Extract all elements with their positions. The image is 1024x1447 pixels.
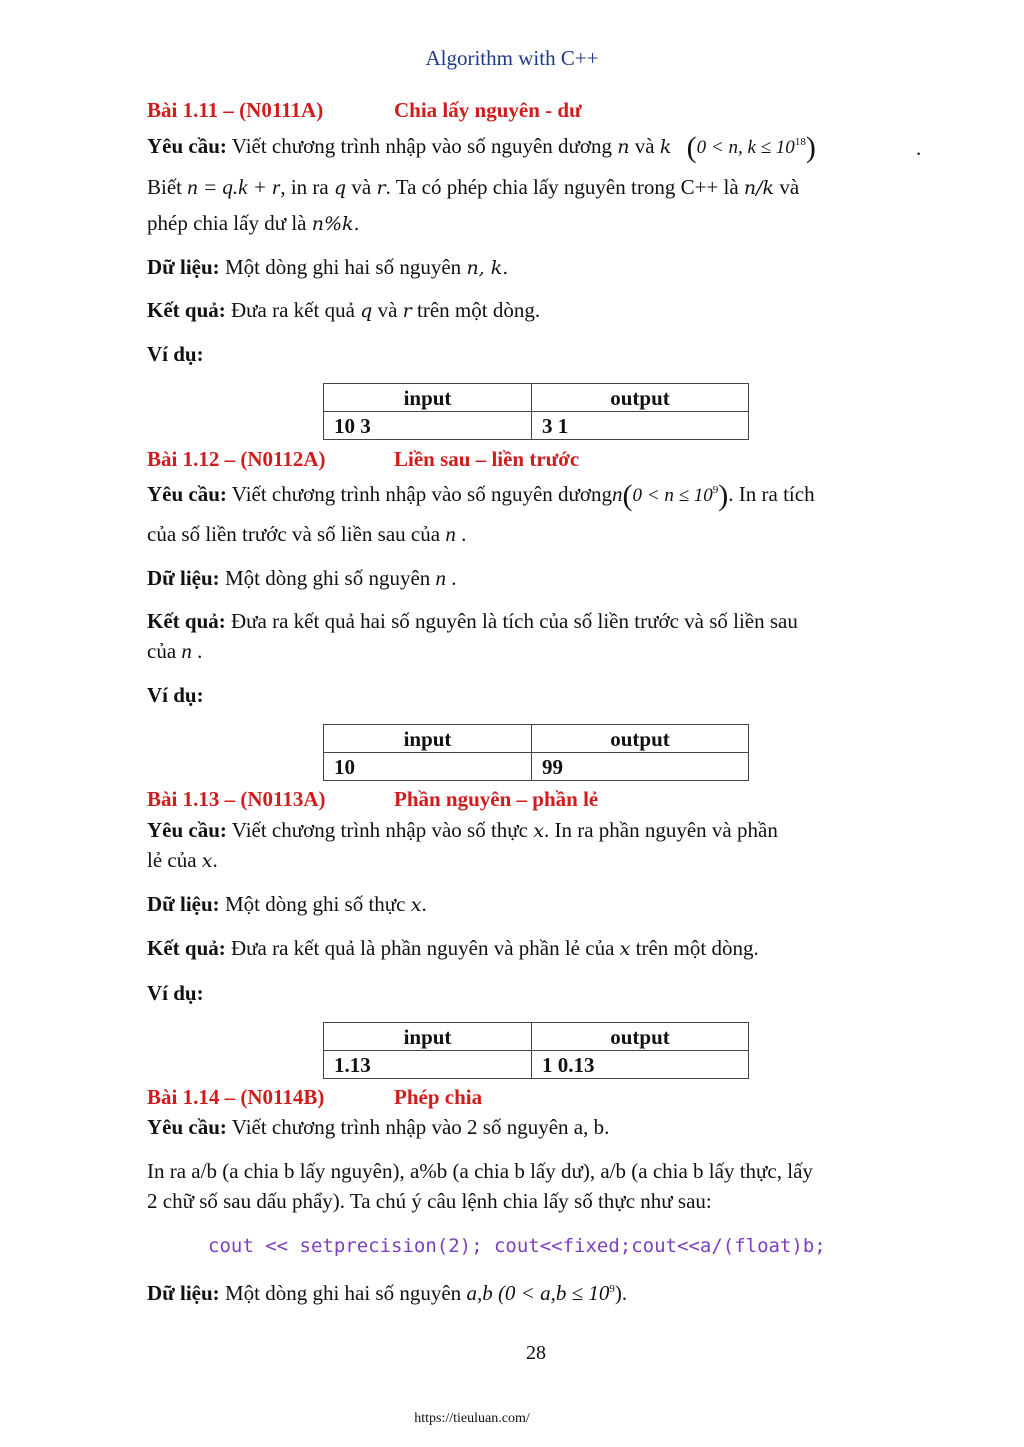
exercise-1-11-output-spec: Kết quả: Đưa ra kết quả q và r trên một dòng. [147,298,541,322]
table-header-output: output [532,1023,749,1051]
label-input: Dữ liệu: [147,566,220,590]
table-header-input: input [324,1023,532,1051]
label-requirement: Yêu cầu: [147,1115,227,1139]
exercise-1-14-heading [147,1085,483,1110]
exercise-title: Liền sau – liền trước [394,447,580,471]
constraint: 0 < n ≤ 10 [632,485,713,506]
exercise-1-12-input-spec: Dữ liệu: Một dòng ghi số nguyên n . [147,566,457,590]
exercise-title: Phần nguyên – phần lẻ [394,787,599,811]
code-snippet: cout << setprecision(2); cout<<fixed;cout<<a/(float)b; [208,1235,826,1257]
label-example: Ví dụ: [147,342,204,366]
exercise-1-12-heading [147,447,580,472]
label-requirement: Yêu cầu: [147,134,227,158]
exercise-id: Bài 1.14 – (N0114B) [147,1085,325,1109]
exercise-1-11-heading [147,98,582,123]
label-example: Ví dụ: [147,981,204,1005]
table-cell-output: 3 1 [532,412,749,440]
label-output: Kết quả: [147,609,226,633]
label-input: Dữ liệu: [147,892,220,916]
label-output: Kết quả: [147,298,226,322]
label-example: Ví dụ: [147,683,204,707]
example-table-1-13 [323,1022,749,1079]
label-requirement: Yêu cầu: [147,482,227,506]
example-table-1-12 [323,724,749,781]
table-cell-output: 1 0.13 [532,1051,749,1079]
table-header-output: output [532,725,749,753]
table-header-input: input [324,725,532,753]
table-cell-input: 10 3 [324,412,532,440]
table-cell-output: 99 [532,753,749,781]
exercise-id: Bài 1.12 – (N0112A) [147,447,326,471]
exercise-1-13-output-spec: Kết quả: Đưa ra kết quả là phần nguyên và phần lẻ của x trên một dòng. [147,936,759,960]
exercise-1-12-output-spec-line1: Kết quả: Đưa ra kết quả hai số nguyên là tích của số liền trước và số liền sau [147,609,798,633]
table-header-output: output [532,384,749,412]
exercise-1-11-requirement-line3: phép chia lấy dư là n%k. [147,211,360,235]
exercise-1-13-heading [147,787,599,812]
table-cell-input: 1.13 [324,1051,532,1079]
exercise-1-11-requirement-line2: Biết n = q.k + r, in ra q và r. Ta có phép chia lấy nguyên trong C++ là n/k và [147,175,800,199]
exercise-1-14-requirement: Yêu cầu: Viết chương trình nhập vào 2 số nguyên a, b. [147,1115,610,1139]
footer-url: https://tieuluan.com/ [414,1411,530,1426]
exercise-1-13-input-spec: Dữ liệu: Một dòng ghi số thực x. [147,892,427,916]
exercise-id: Bài 1.13 – (N0113A) [147,787,326,811]
label-input: Dữ liệu: [147,1281,220,1305]
exercise-title: Phép chia [394,1085,483,1109]
constraint: a,b (0 < a,b ≤ 10 [466,1281,610,1305]
table-header-input: input [324,384,532,412]
label-input: Dữ liệu: [147,255,220,279]
exercise-1-14-paragraph-line1: In ra a/b (a chia b lấy nguyên), a%b (a chia b lấy dư), a/b (a chia b lấy thực, lấy [147,1159,813,1183]
exercise-1-12-requirement-line1: Yêu cầu: Viết chương trình nhập vào số nguyên dươngn(0 < $n \le 10^9$). In ra tích [147,479,815,512]
exercise-1-13-requirement-line2: lẻ của x. [147,848,218,872]
page-number: 28 [526,1342,546,1364]
constraint: 0 < n, k ≤ 10 [696,137,795,158]
example-table-1-11 [323,383,749,440]
label-requirement: Yêu cầu: [147,818,227,842]
exercise-1-14-input-spec: Dữ liệu: Một dòng ghi hai số nguyên a,b $(0 < a,b \le 10^9)$. [147,1281,628,1305]
exercise-1-14-paragraph-line2: 2 chữ số sau dấu phẩy). Ta chú ý câu lệnh chia lấy số thực như sau: [147,1189,712,1213]
exercise-1-12-requirement-line2: của số liền trước và số liền sau của n . [147,522,467,546]
equation: n = q.k + r [187,175,281,199]
exercise-1-11-requirement-line1: Yêu cầu: Viết chương trình nhập vào số nguyên dương n và k (0 < n, $k \le 10^{18}$) [147,131,816,164]
exercise-title: Chia lấy nguyên - dư [394,98,582,122]
exercise-id: Bài 1.11 – (N0111A) [147,98,324,122]
label-output: Kết quả: [147,936,226,960]
exercise-1-12-output-spec-line2: của n . [147,639,203,663]
page-header: Algorithm with C++ [425,46,599,70]
exercise-1-13-requirement-line1: Yêu cầu: Viết chương trình nhập vào số thực x. In ra phần nguyên và phần [147,818,778,842]
table-cell-input: 10 [324,753,532,781]
exercise-1-11-input-spec: Dữ liệu: Một dòng ghi hai số nguyên n, k. [147,255,509,279]
